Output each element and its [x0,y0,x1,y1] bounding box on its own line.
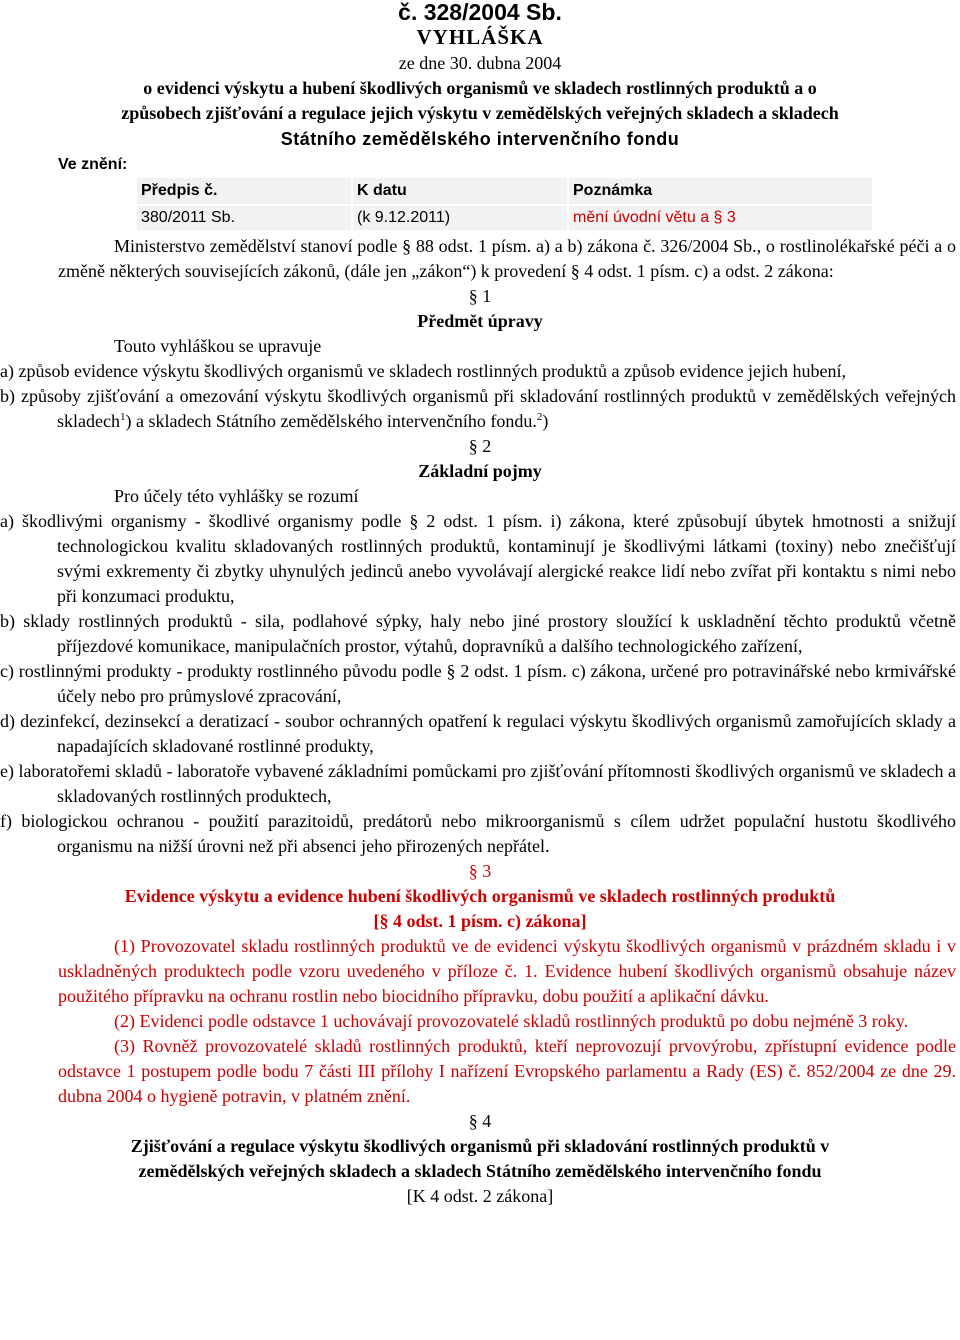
section-1-number: § 1 [468,286,492,306]
section-3-number: § 3 [468,861,492,881]
section-4-title-line-1: Zjišťování a regulace výskytu škodlivých organismů při skladování rostlinných produktů v [130,1136,830,1156]
amendments-header-row [137,178,872,204]
document-title-line-1: o evidenci výskytu a hubení škodlivých organismů ve skladech rostlinných produktů a o [143,78,817,98]
list-item-text: ) [542,411,549,431]
list-item: f) biologickou ochranou - použití parazitoidů, predátorů nebo mikroorganismů s cílem udržet populační hustotu škodlivého organismu na nižší úrovni než při absenci jeho přirozených nepřátel. [0,811,956,856]
list-item [0,384,956,434]
section-2-title: Základní pojmy [418,461,542,481]
column-header-predpis: Předpis č. [137,178,351,204]
document-title-line-2: způsobech zjišťování a regulace jejich výskytu v zemědělských veřejných skladech a skladech [121,103,839,123]
section-2-intro-text: Pro účely této vyhlášky se rozumí [114,486,359,506]
amendment-predpis[interactable]: 380/2011 Sb. [137,206,351,230]
section-1-intro [58,334,956,359]
document-kind: VYHLÁŠKA [416,25,544,49]
list-item: d) dezinfekcí, dezinsekcí a deratizací - soubor ochranných opatření k regulaci výskytu škodlivých organismů zamořujících sklady a napadajících skladované rostlinné produkty, [0,711,956,756]
section-4-number: § 4 [468,1111,492,1131]
section-2-intro [58,484,956,509]
amendment-poznamka-link[interactable]: mění úvodní větu a § 3 [569,206,872,230]
document-title-line-3: Státního zemědělského intervenčního fondu [280,129,680,149]
column-header-poznamka: Poznámka [569,178,872,204]
document-date: ze dne 30. dubna 2004 [398,53,562,73]
list-item: e) laboratořemi skladů - laboratoře vybavené základními pomůckami pro zjišťování přítomnosti škodlivých organismů ve skladech a skladovaných rostlinných produktech, [0,761,956,806]
section-3-paragraph-3: (3) Rovněž provozovatelé skladů rostlinných produktů, kteří neprovozují prvovýrobu, zpřístupní evidence podle odstavce 1 postupem podle bodu 7 části III přílohy I nařízení Evropského parlamentu a Rady (ES) č. 852/2004 ze dne 29. dubna 2004 o hygieně potravin, v platném znění. [58,1036,956,1106]
amendments-table [135,176,874,232]
section-4-title-line-2: zemědělských veřejných skladech a skladech Státního zemědělského intervenčního fondu [138,1161,822,1181]
amendment-datum: (k 9.12.2011) [353,206,567,230]
section-3-title-line-1: Evidence výskytu a evidence hubení škodlivých organismů ve skladech rostlinných produktů [124,886,836,906]
section-1-intro-text: Touto vyhláškou se upravuje [114,336,322,356]
list-item-text: ) a skladech Státního zemědělského intervenčního fondu. [125,411,537,431]
section-4-title-line-3: [K 4 odst. 2 zákona] [406,1186,554,1206]
document-number: č. 328/2004 Sb. [398,0,562,25]
footnote-mark[interactable]: 2 [536,411,543,423]
section-2-number: § 2 [468,436,492,456]
list-item: c) rostlinnými produkty - produkty rostlinného původu podle § 2 odst. 1 písm. c) zákona, určené pro potravinářské nebo krmivářské účely nebo pro průmyslové zpracování, [0,661,956,706]
list-item-text: b) způsoby zjišťování a omezování výskytu škodlivých organismů při skladování rostlinných produktů v zemědělských veřejných skladech [0,386,956,431]
preamble-text: Ministerstvo zemědělství stanoví podle § 88 odst. 1 písm. a) a b) zákona č. 326/2004 Sb., o rostlinolékařské péči a o změně některých souvisejících zákonů, (dále jen „zákon“) k provedení § 4 odst. 1 písm. c) a odst. 2 zákona: [58,236,956,281]
section-3-paragraph-1: (1) Provozovatel skladu rostlinných produktů ve de evidenci výskytu škodlivých organismů v prázdném skladu i v uskladněných produktech podle vzoru uvedeného v příloze č. 1. Evidence hubení škodlivých organismů obsahuje název použitého přípravku na ochranu rostlin nebo biocidního přípravku, dobu použití a aplikační dávku. [58,936,956,1006]
section-3-paragraph-2: (2) Evidenci podle odstavce 1 uchovávají provozovatelé skladů rostlinných produktů po dobu nejméně 3 roky. [114,1011,909,1031]
section-1-title: Předmět úpravy [417,311,543,331]
footnote-mark[interactable]: 1 [119,411,126,423]
table-row [137,206,872,230]
list-item: a) způsob evidence výskytu škodlivých organismů ve skladech rostlinných produktů a způsob evidence jejich hubení, [0,361,846,381]
amendments-heading: Ve znění: [58,156,128,173]
list-item: b) sklady rostlinných produktů - sila, podlahové sýpky, haly nebo jiné prostory sloužící k uskladnění těchto produktů včetně příjezdové komunikace, manipulačních prostor, výtahů, dopravníků a dalšího technologického zařízení, [0,611,956,656]
list-item: a) škodlivými organismy - škodlivé organismy podle § 2 odst. 1 písm. i) zákona, které způsobují úbytek hmotnosti a snižují technologickou kvalitu skladovaných rostlinných produktů, kontaminují je škodlivými látkami (toxiny) nebo znečišťují svými exkrementy či zbytky uhynulých jedinců anebo vyvolávají alergické reakce lidí nebo zvířat při kontaktu s nimi nebo při konzumaci produktu, [0,511,956,606]
column-header-datum: K datu [353,178,567,204]
section-3-title-line-2: [§ 4 odst. 1 písm. c) zákona] [373,911,587,931]
